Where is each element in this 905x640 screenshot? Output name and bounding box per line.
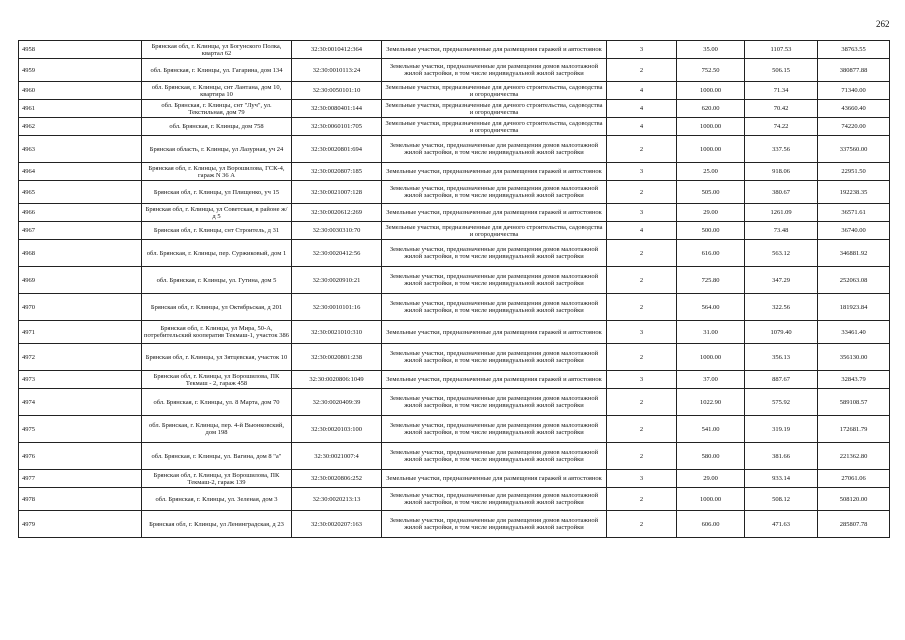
use-group-cell: 2	[607, 344, 677, 371]
row-number-cell: 4970	[19, 294, 142, 321]
use-group-cell: 3	[607, 163, 677, 181]
table-row	[19, 389, 890, 416]
table-row	[19, 100, 890, 118]
specific-value-cell: 347.29	[745, 267, 818, 294]
table-row	[19, 136, 890, 163]
land-use-cell: Земельные участки, предназначенные для размещения домов малоэтажной жилой застройки, в том числе индивидуальной жилой застройки	[382, 389, 607, 416]
cadastral-value-cell: 589108.57	[818, 389, 890, 416]
land-use-cell: Земельные участки, предназначенные для размещения гаражей и автостоянок	[382, 321, 607, 344]
cadastral-value-cell: 33461.40	[818, 321, 890, 344]
cadastral-number-cell: 32:30:0010412:364	[292, 41, 382, 59]
address-cell: обл. Брянская, г. Клинцы, снт Лантана, дом 10, квартира 10	[142, 82, 292, 100]
row-number-cell: 4976	[19, 443, 142, 470]
specific-value-cell: 1079.40	[745, 321, 818, 344]
address-cell: обл. Брянская, г. Клинцы, ул. 8 Марта, дом 70	[142, 389, 292, 416]
area-cell: 29.00	[677, 204, 745, 222]
cadastral-value-cell: 192238.35	[818, 181, 890, 204]
table-row	[19, 416, 890, 443]
cadastral-value-cell: 508120.00	[818, 488, 890, 511]
specific-value-cell: 506.15	[745, 59, 818, 82]
row-number-cell: 4961	[19, 100, 142, 118]
land-use-cell: Земельные участки, предназначенные для размещения гаражей и автостоянок	[382, 470, 607, 488]
use-group-cell: 3	[607, 371, 677, 389]
specific-value-cell: 380.67	[745, 181, 818, 204]
use-group-cell: 2	[607, 267, 677, 294]
row-number-cell: 4959	[19, 59, 142, 82]
table-row	[19, 294, 890, 321]
land-use-cell: Земельные участки, предназначенные для размещения гаражей и автостоянок	[382, 163, 607, 181]
cadastral-number-cell: 32:30:0021007:4	[292, 443, 382, 470]
address-cell: обл. Брянская, г. Клинцы, ул. Гагарина, дом 134	[142, 59, 292, 82]
cadastral-value-cell: 38763.55	[818, 41, 890, 59]
specific-value-cell: 381.66	[745, 443, 818, 470]
area-cell: 31.00	[677, 321, 745, 344]
use-group-cell: 2	[607, 416, 677, 443]
land-use-cell: Земельные участки, предназначенные для размещения гаражей и автостоянок	[382, 371, 607, 389]
cadastral-value-cell: 71340.00	[818, 82, 890, 100]
cadastral-number-cell: 32:30:0050101:10	[292, 82, 382, 100]
address-cell: Брянская обл, г. Клинцы, ул Мира, 50-А, потребительский кооператив Текмаш-1, участок 386	[142, 321, 292, 344]
row-number-cell: 4977	[19, 470, 142, 488]
row-number-cell: 4978	[19, 488, 142, 511]
cadastral-value-cell: 380877.88	[818, 59, 890, 82]
cadastral-number-cell: 32:30:0080401:144	[292, 100, 382, 118]
cadastral-number-cell: 32:30:0020806:252	[292, 470, 382, 488]
specific-value-cell: 508.12	[745, 488, 818, 511]
land-use-cell: Земельные участки, предназначенные для размещения домов малоэтажной жилой застройки, в том числе индивидуальной жилой застройки	[382, 267, 607, 294]
specific-value-cell: 70.42	[745, 100, 818, 118]
cadastral-number-cell: 32:30:0060101:705	[292, 118, 382, 136]
use-group-cell: 3	[607, 470, 677, 488]
area-cell: 1022.90	[677, 389, 745, 416]
row-number-cell: 4973	[19, 371, 142, 389]
table-row	[19, 82, 890, 100]
address-cell: обл. Брянская, г. Клинцы, дом 758	[142, 118, 292, 136]
use-group-cell: 2	[607, 136, 677, 163]
cadastral-value-cell: 36740.00	[818, 222, 890, 240]
address-cell: Брянская обл, г. Клинцы, ул Ворошилова, ПК Текмаш-2, гараж 139	[142, 470, 292, 488]
specific-value-cell: 356.13	[745, 344, 818, 371]
address-cell: Брянская обл, г. Клинцы, ул Ленинградская, д 23	[142, 511, 292, 538]
specific-value-cell: 933.14	[745, 470, 818, 488]
address-cell: Брянская обл, г. Клинцы, ул Октябрьская, д 201	[142, 294, 292, 321]
specific-value-cell: 887.67	[745, 371, 818, 389]
area-cell: 725.80	[677, 267, 745, 294]
area-cell: 1000.00	[677, 488, 745, 511]
address-cell: обл. Брянская, г. Клинцы, пер. 4-й Вьюнковский, дом 198	[142, 416, 292, 443]
table-row	[19, 222, 890, 240]
use-group-cell: 4	[607, 100, 677, 118]
land-use-cell: Земельные участки, предназначенные для дачного строительства, садоводства и огородничества	[382, 222, 607, 240]
specific-value-cell: 71.34	[745, 82, 818, 100]
table-row	[19, 267, 890, 294]
cadastral-value-cell: 74220.00	[818, 118, 890, 136]
cadastral-number-cell: 32:30:0010113:24	[292, 59, 382, 82]
cadastral-value-cell: 356130.00	[818, 344, 890, 371]
cadastral-number-cell: 32:30:0020612:269	[292, 204, 382, 222]
land-use-cell: Земельные участки, предназначенные для размещения домов малоэтажной жилой застройки, в том числе индивидуальной жилой застройки	[382, 294, 607, 321]
area-cell: 752.50	[677, 59, 745, 82]
specific-value-cell: 1107.53	[745, 41, 818, 59]
cadastral-value-cell: 22951.50	[818, 163, 890, 181]
specific-value-cell: 319.19	[745, 416, 818, 443]
cadastral-number-cell: 32:30:0020806:1049	[292, 371, 382, 389]
row-number-cell: 4963	[19, 136, 142, 163]
row-number-cell: 4966	[19, 204, 142, 222]
land-use-cell: Земельные участки, предназначенные для дачного строительства, садоводства и огородничества	[382, 118, 607, 136]
area-cell: 1000.00	[677, 82, 745, 100]
use-group-cell: 3	[607, 204, 677, 222]
cadastral-number-cell: 32:30:0030310:70	[292, 222, 382, 240]
address-cell: Брянская обл, г. Клинцы, ул Зятцевская, участок 10	[142, 344, 292, 371]
table-row	[19, 181, 890, 204]
use-group-cell: 3	[607, 41, 677, 59]
cadastral-number-cell: 32:30:0020103:100	[292, 416, 382, 443]
land-use-cell: Земельные участки, предназначенные для размещения домов малоэтажной жилой застройки, в том числе индивидуальной жилой застройки	[382, 488, 607, 511]
use-group-cell: 2	[607, 511, 677, 538]
land-use-cell: Земельные участки, предназначенные для размещения гаражей и автостоянок	[382, 41, 607, 59]
cadastral-number-cell: 32:30:0020409:39	[292, 389, 382, 416]
use-group-cell: 2	[607, 181, 677, 204]
land-use-cell: Земельные участки, предназначенные для размещения домов малоэтажной жилой застройки, в том числе индивидуальной жилой застройки	[382, 136, 607, 163]
table-body	[19, 41, 890, 538]
row-number-cell: 4968	[19, 240, 142, 267]
table-row	[19, 240, 890, 267]
area-cell: 616.00	[677, 240, 745, 267]
area-cell: 580.00	[677, 443, 745, 470]
table-row	[19, 344, 890, 371]
land-use-cell: Земельные участки, предназначенные для размещения домов малоэтажной жилой застройки, в том числе индивидуальной жилой застройки	[382, 181, 607, 204]
table-row	[19, 204, 890, 222]
use-group-cell: 2	[607, 59, 677, 82]
land-use-cell: Земельные участки, предназначенные для размещения домов малоэтажной жилой застройки, в том числе индивидуальной жилой застройки	[382, 344, 607, 371]
cadastral-number-cell: 32:30:0020801:694	[292, 136, 382, 163]
table-row	[19, 118, 890, 136]
area-cell: 35.00	[677, 41, 745, 59]
area-cell: 620.00	[677, 100, 745, 118]
cadastral-value-cell: 252063.08	[818, 267, 890, 294]
land-use-cell: Земельные участки, предназначенные для размещения домов малоэтажной жилой застройки, в том числе индивидуальной жилой застройки	[382, 240, 607, 267]
cadastral-value-cell: 172681.79	[818, 416, 890, 443]
use-group-cell: 2	[607, 294, 677, 321]
cadastral-number-cell: 32:30:0020412:56	[292, 240, 382, 267]
specific-value-cell: 563.12	[745, 240, 818, 267]
cadastral-number-cell: 32:30:0021007:128	[292, 181, 382, 204]
use-group-cell: 2	[607, 488, 677, 511]
address-cell: обл. Брянская, г. Клинцы, ул. Вагина, дом 8 "а"	[142, 443, 292, 470]
specific-value-cell: 322.56	[745, 294, 818, 321]
row-number-cell: 4964	[19, 163, 142, 181]
area-cell: 500.00	[677, 222, 745, 240]
area-cell: 1000.00	[677, 118, 745, 136]
cadastral-number-cell: 32:30:0020213:13	[292, 488, 382, 511]
land-use-cell: Земельные участки, предназначенные для размещения домов малоэтажной жилой застройки, в том числе индивидуальной жилой застройки	[382, 59, 607, 82]
area-cell: 606.00	[677, 511, 745, 538]
row-number-cell: 4972	[19, 344, 142, 371]
cadastral-value-table	[18, 40, 890, 538]
specific-value-cell: 74.22	[745, 118, 818, 136]
cadastral-number-cell: 32:30:0020801:238	[292, 344, 382, 371]
row-number-cell: 4962	[19, 118, 142, 136]
area-cell: 29.00	[677, 470, 745, 488]
table-row	[19, 41, 890, 59]
area-cell: 25.00	[677, 163, 745, 181]
use-group-cell: 4	[607, 222, 677, 240]
address-cell: обл. Брянская, г. Клинцы, пер. Суржиковый, дом 1	[142, 240, 292, 267]
cadastral-value-cell: 221362.80	[818, 443, 890, 470]
land-use-cell: Земельные участки, предназначенные для размещения домов малоэтажной жилой застройки, в том числе индивидуальной жилой застройки	[382, 511, 607, 538]
cadastral-value-cell: 181923.84	[818, 294, 890, 321]
cadastral-value-cell: 285807.78	[818, 511, 890, 538]
cadastral-number-cell: 32:30:0021010:310	[292, 321, 382, 344]
address-cell: обл. Брянская, г. Клинцы, снт "Луч", ул. Текстильная, дом 79	[142, 100, 292, 118]
area-cell: 505.00	[677, 181, 745, 204]
row-number-cell: 4975	[19, 416, 142, 443]
row-number-cell: 4960	[19, 82, 142, 100]
land-use-cell: Земельные участки, предназначенные для размещения гаражей и автостоянок	[382, 204, 607, 222]
table-row	[19, 59, 890, 82]
cadastral-value-cell: 36571.61	[818, 204, 890, 222]
row-number-cell: 4979	[19, 511, 142, 538]
cadastral-number-cell: 32:30:0020207:163	[292, 511, 382, 538]
specific-value-cell: 337.56	[745, 136, 818, 163]
page-number: 262	[876, 19, 890, 29]
cadastral-number-cell: 32:30:0020910:21	[292, 267, 382, 294]
area-cell: 37.00	[677, 371, 745, 389]
area-cell: 1000.00	[677, 344, 745, 371]
address-cell: обл. Брянская, г. Клинцы, ул. Гутина, дом 5	[142, 267, 292, 294]
specific-value-cell: 73.48	[745, 222, 818, 240]
cadastral-value-cell: 337560.00	[818, 136, 890, 163]
use-group-cell: 4	[607, 82, 677, 100]
address-cell: Брянская обл, г. Клинцы, ул Ворошилова, ПК Текмаш - 2, гараж 458	[142, 371, 292, 389]
cadastral-value-cell: 27061.06	[818, 470, 890, 488]
use-group-cell: 2	[607, 389, 677, 416]
land-use-cell: Земельные участки, предназначенные для размещения домов малоэтажной жилой застройки, в том числе индивидуальной жилой застройки	[382, 416, 607, 443]
address-cell: Брянская обл, г. Клинцы, ул Плищенко, уч 15	[142, 181, 292, 204]
address-cell: Брянская обл, г. Клинцы, ул Ворошилова, ГСК-4, гараж N 36 А	[142, 163, 292, 181]
address-cell: Брянская область, г. Клинцы, ул Лазурная, уч 24	[142, 136, 292, 163]
cadastral-value-cell: 32843.79	[818, 371, 890, 389]
specific-value-cell: 1261.09	[745, 204, 818, 222]
row-number-cell: 4965	[19, 181, 142, 204]
table-row	[19, 470, 890, 488]
table-row	[19, 371, 890, 389]
cadastral-value-cell: 346881.92	[818, 240, 890, 267]
specific-value-cell: 471.63	[745, 511, 818, 538]
row-number-cell: 4974	[19, 389, 142, 416]
address-cell: обл. Брянская, г. Клинцы, ул. Зеленая, дом 3	[142, 488, 292, 511]
use-group-cell: 2	[607, 240, 677, 267]
table-row	[19, 488, 890, 511]
cadastral-number-cell: 32:30:0020807:185	[292, 163, 382, 181]
land-use-cell: Земельные участки, предназначенные для дачного строительства, садоводства и огородничества	[382, 82, 607, 100]
land-use-cell: Земельные участки, предназначенные для дачного строительства, садоводства и огородничества	[382, 100, 607, 118]
cadastral-value-cell: 43660.40	[818, 100, 890, 118]
address-cell: Брянская обл, г. Клинцы, снт Строитель, д 31	[142, 222, 292, 240]
area-cell: 564.00	[677, 294, 745, 321]
use-group-cell: 2	[607, 443, 677, 470]
use-group-cell: 4	[607, 118, 677, 136]
specific-value-cell: 575.92	[745, 389, 818, 416]
address-cell: Брянская обл, г. Клинцы, ул Богунского Полка, квартал 62	[142, 41, 292, 59]
address-cell: Брянская обл, г. Клинцы, ул Советская, в районе ж/д 5	[142, 204, 292, 222]
cadastral-number-cell: 32:30:0010101:16	[292, 294, 382, 321]
use-group-cell: 3	[607, 321, 677, 344]
area-cell: 1000.00	[677, 136, 745, 163]
row-number-cell: 4967	[19, 222, 142, 240]
row-number-cell: 4971	[19, 321, 142, 344]
row-number-cell: 4958	[19, 41, 142, 59]
specific-value-cell: 918.06	[745, 163, 818, 181]
area-cell: 541.00	[677, 416, 745, 443]
table-row	[19, 443, 890, 470]
row-number-cell: 4969	[19, 267, 142, 294]
table-row	[19, 163, 890, 181]
table-row	[19, 321, 890, 344]
land-use-cell: Земельные участки, предназначенные для размещения домов малоэтажной жилой застройки, в том числе индивидуальной жилой застройки	[382, 443, 607, 470]
table-row	[19, 511, 890, 538]
